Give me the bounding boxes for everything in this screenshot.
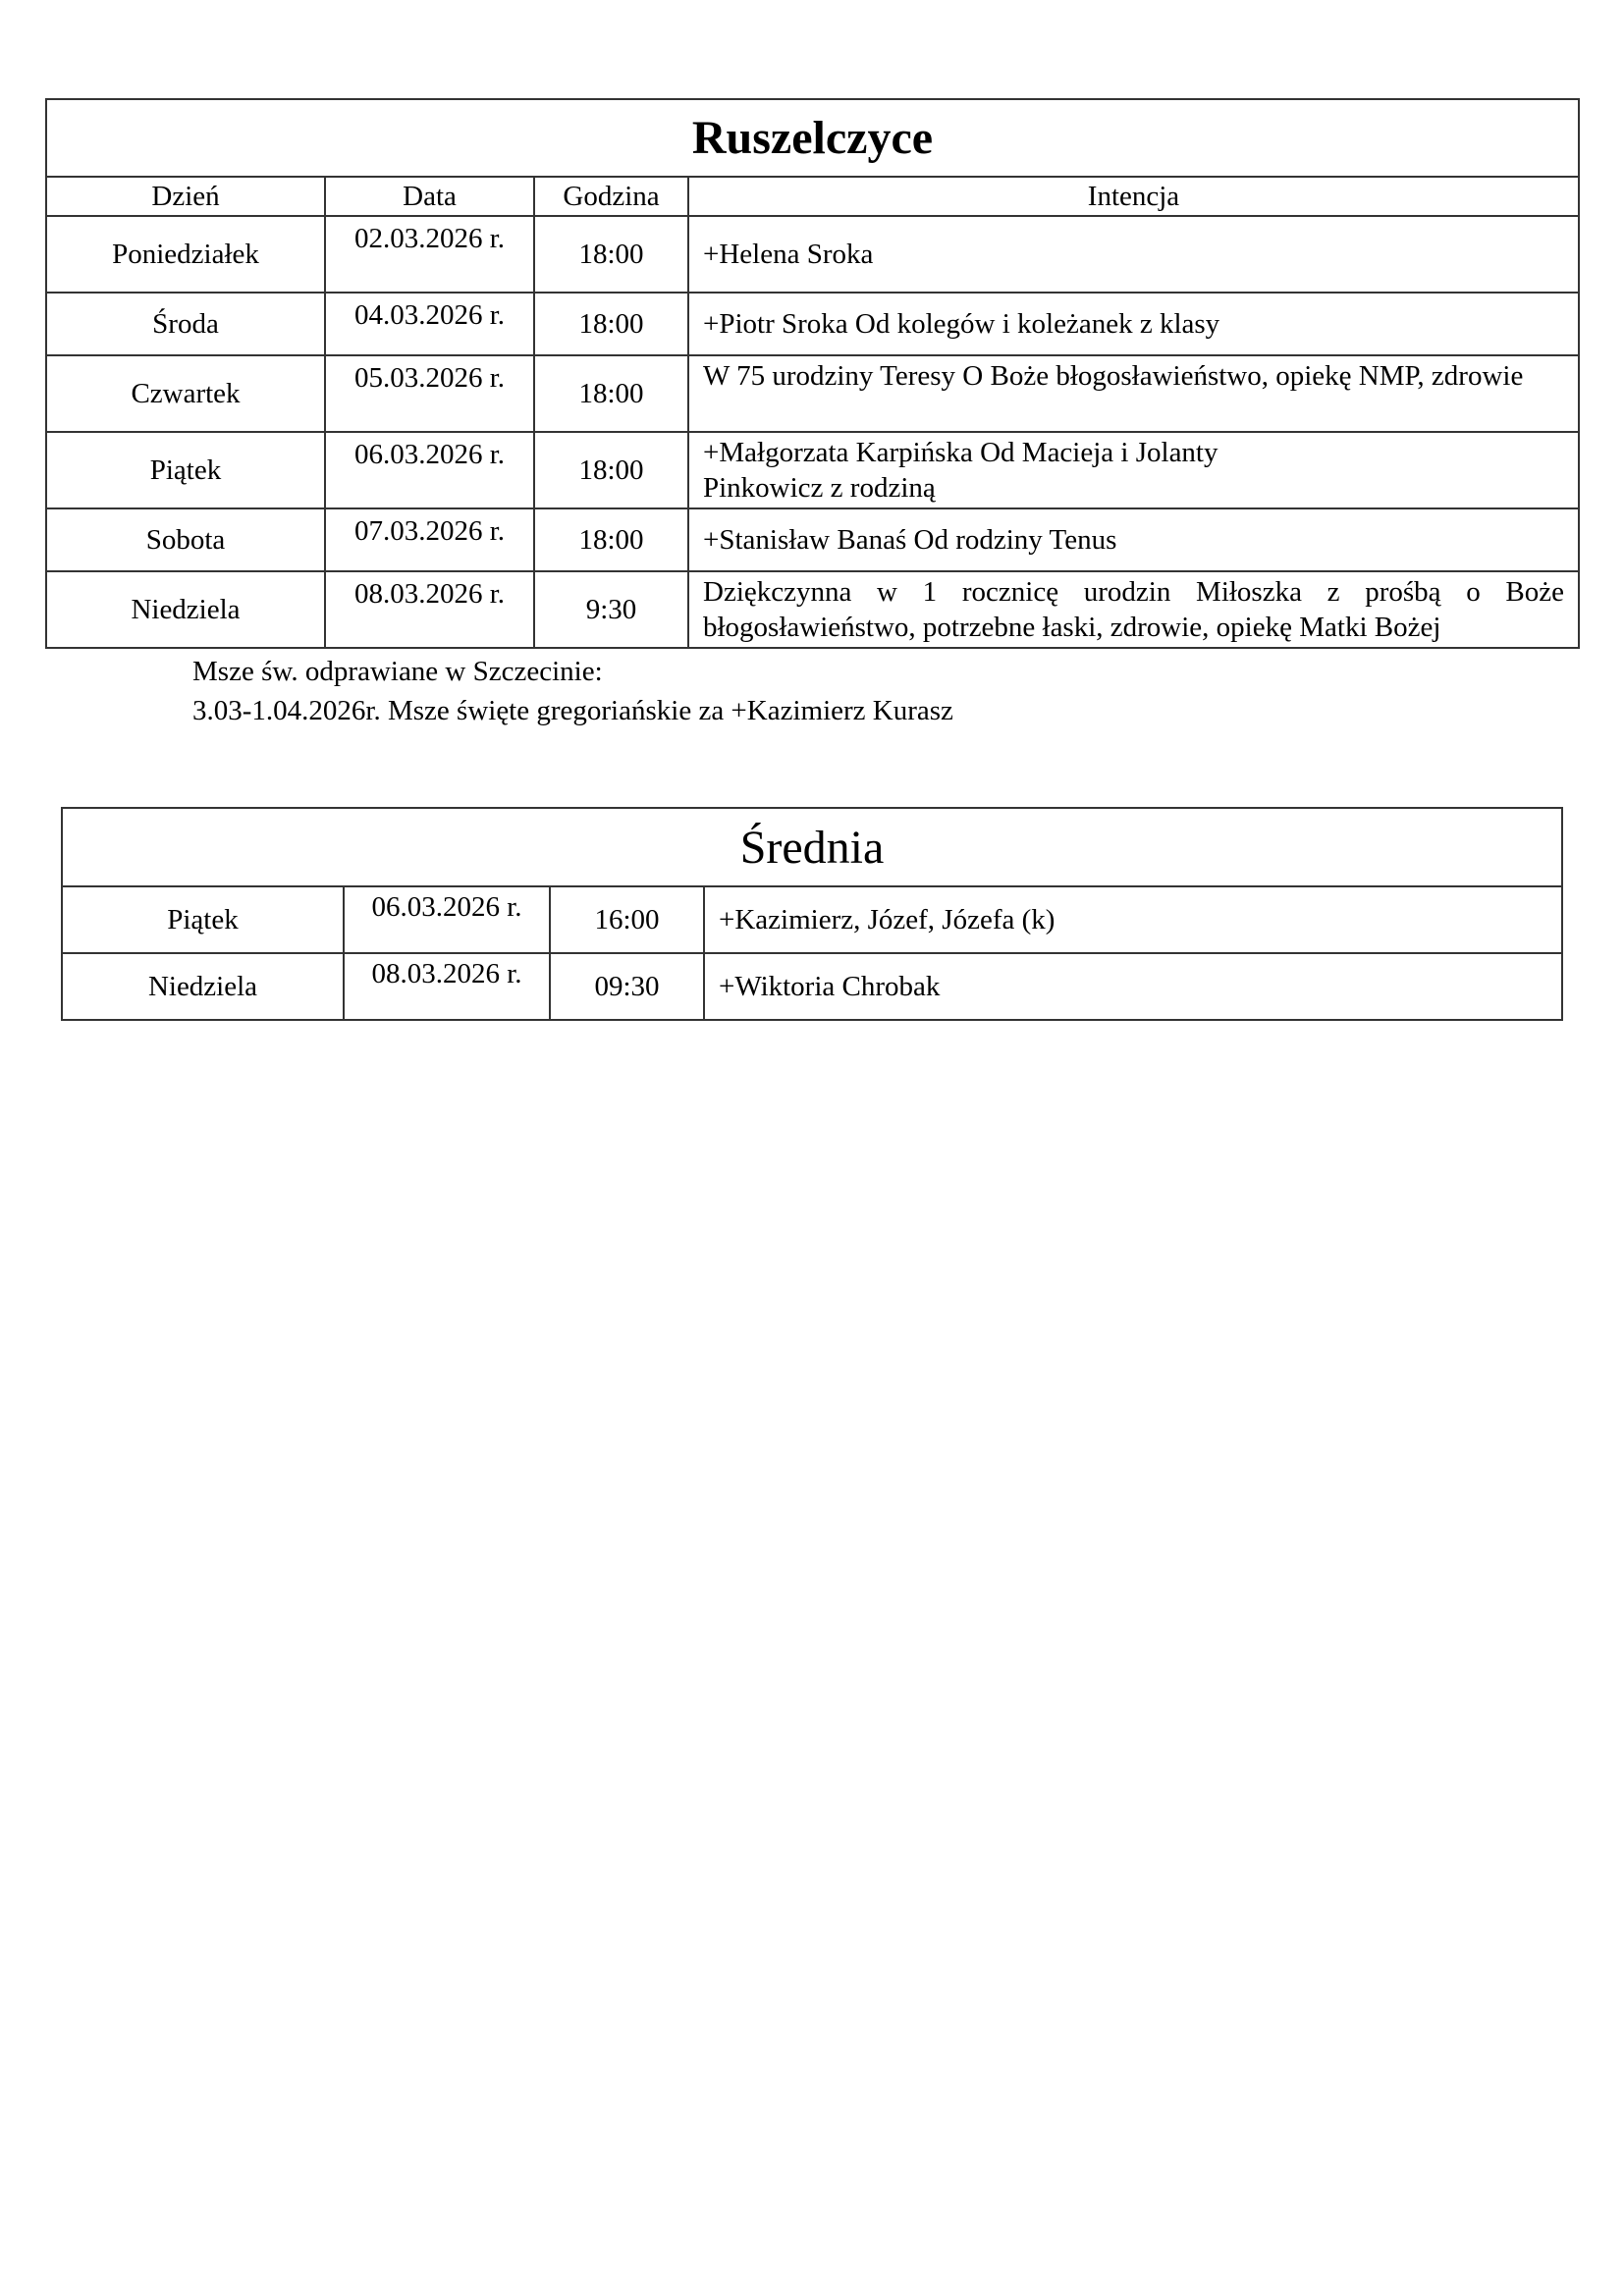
table-row bbox=[46, 508, 1579, 571]
intention-cell: +Kazimierz, Józef, Józefa (k) bbox=[704, 886, 1562, 953]
intention-cell: +Piotr Sroka Od kolegów i koleżanek z klasy bbox=[688, 293, 1579, 355]
table-row bbox=[46, 571, 1579, 648]
table-row bbox=[46, 432, 1579, 508]
date-cell: 08.03.2026 r. bbox=[325, 571, 534, 648]
date-cell: 04.03.2026 r. bbox=[325, 293, 534, 355]
time-cell: 16:00 bbox=[550, 886, 704, 953]
day-cell: Piątek bbox=[46, 432, 325, 508]
table-row bbox=[46, 293, 1579, 355]
note-line: Msze św. odprawiane w Szczecinie: bbox=[192, 656, 603, 687]
time-cell: 18:00 bbox=[534, 508, 688, 571]
time-cell: 09:30 bbox=[550, 953, 704, 1020]
table-row bbox=[46, 355, 1579, 432]
table-row bbox=[62, 886, 1562, 953]
header-intention: Intencja bbox=[688, 177, 1579, 216]
day-cell: Niedziela bbox=[62, 953, 344, 1020]
date-cell: 05.03.2026 r. bbox=[325, 355, 534, 432]
intention-cell: +Małgorzata Karpińska Od Macieja i Jolanty Pinkowicz z rodziną bbox=[688, 432, 1579, 508]
table-title: Średnia bbox=[62, 808, 1562, 886]
date-cell: 08.03.2026 r. bbox=[344, 953, 550, 1020]
day-cell: Poniedziałek bbox=[46, 216, 325, 293]
day-cell: Niedziela bbox=[46, 571, 325, 648]
note-line: 3.03-1.04.2026r. Msze święte gregoriańskie za +Kazimierz Kurasz bbox=[192, 695, 953, 726]
table-row bbox=[62, 953, 1562, 1020]
header-row bbox=[46, 177, 1579, 216]
date-cell: 07.03.2026 r. bbox=[325, 508, 534, 571]
intention-cell: +Wiktoria Chrobak bbox=[704, 953, 1562, 1020]
header-date: Data bbox=[325, 177, 534, 216]
date-cell: 06.03.2026 r. bbox=[344, 886, 550, 953]
day-cell: Czwartek bbox=[46, 355, 325, 432]
notes bbox=[192, 652, 953, 730]
day-cell: Sobota bbox=[46, 508, 325, 571]
time-cell: 18:00 bbox=[534, 216, 688, 293]
ruszelczyce-table bbox=[45, 98, 1580, 649]
day-cell: Środa bbox=[46, 293, 325, 355]
time-cell: 18:00 bbox=[534, 355, 688, 432]
intention-cell: +Stanisław Banaś Od rodziny Tenus bbox=[688, 508, 1579, 571]
time-cell: 18:00 bbox=[534, 432, 688, 508]
header-day: Dzień bbox=[46, 177, 325, 216]
intention-cell: Dziękczynna w 1 rocznicę urodzin Miłoszka z prośbą o Boże błogosławieństwo, potrzebne łaski, zdrowie, opiekę Matki Bożej bbox=[688, 571, 1579, 648]
time-cell: 9:30 bbox=[534, 571, 688, 648]
intention-cell: +Helena Sroka bbox=[688, 216, 1579, 293]
srednia-table bbox=[61, 807, 1563, 1021]
header-time: Godzina bbox=[534, 177, 688, 216]
day-cell: Piątek bbox=[62, 886, 344, 953]
date-cell: 02.03.2026 r. bbox=[325, 216, 534, 293]
table-title: Ruszelczyce bbox=[46, 99, 1579, 177]
intention-cell: W 75 urodziny Teresy O Boże błogosławieństwo, opiekę NMP, zdrowie bbox=[688, 355, 1579, 432]
table-row bbox=[46, 216, 1579, 293]
time-cell: 18:00 bbox=[534, 293, 688, 355]
date-cell: 06.03.2026 r. bbox=[325, 432, 534, 508]
